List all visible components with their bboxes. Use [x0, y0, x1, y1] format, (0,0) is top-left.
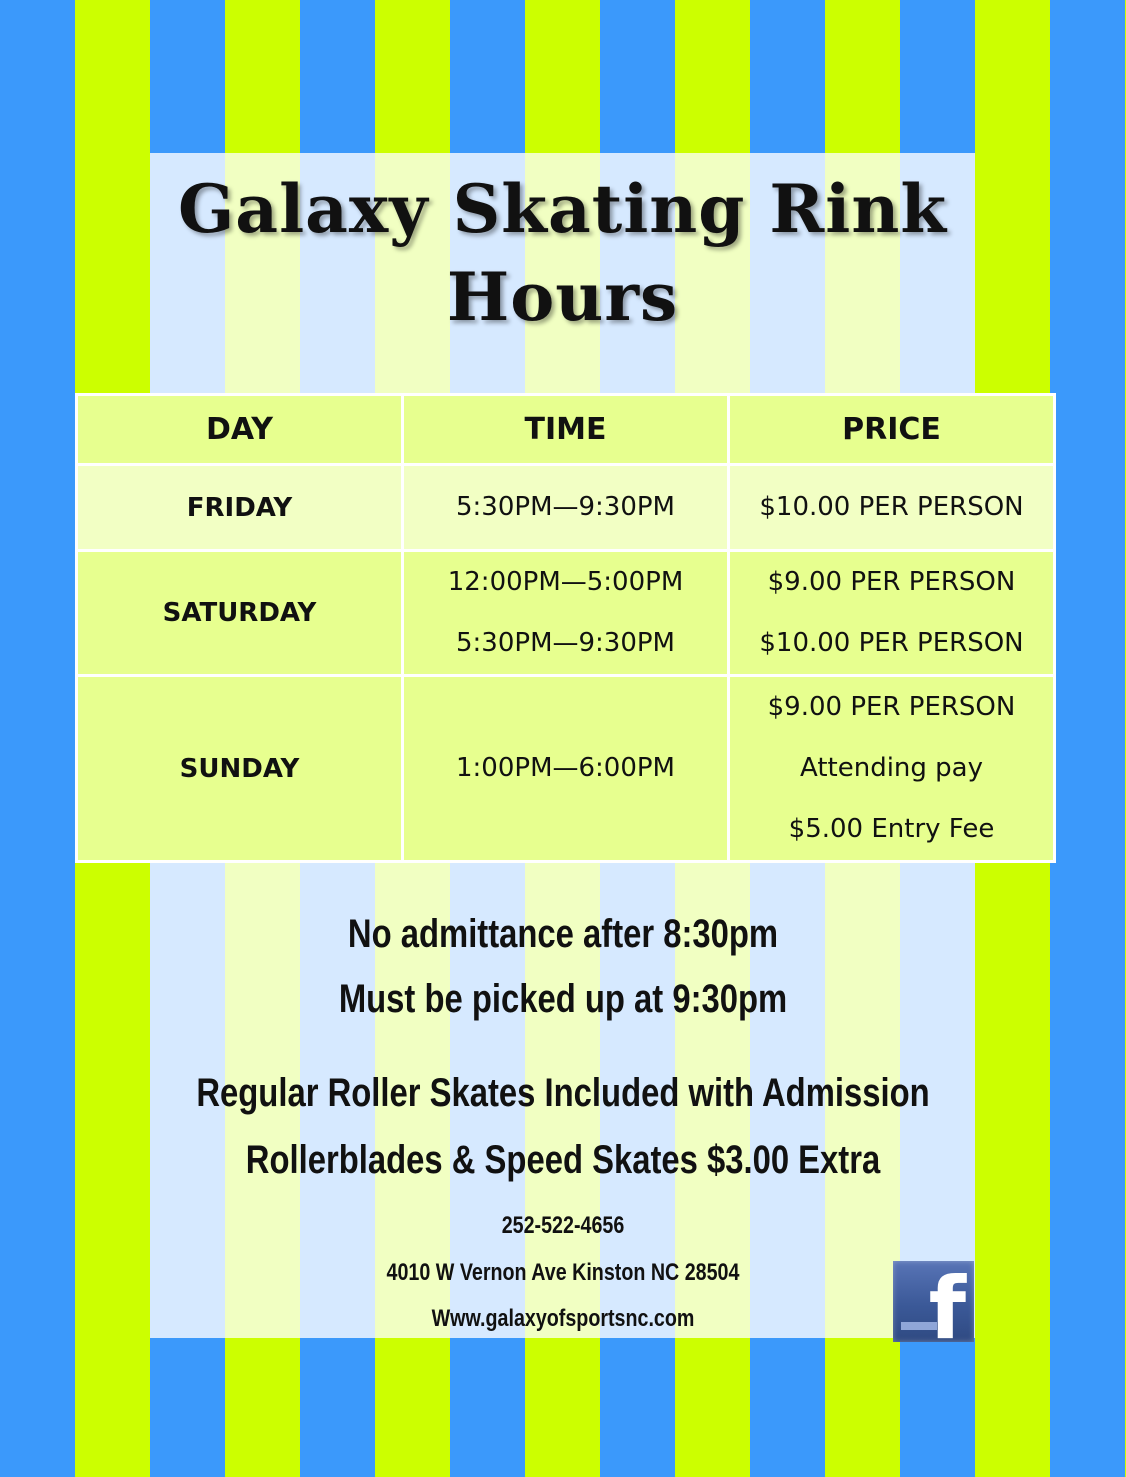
rule-admittance: No admittance after 8:30pm	[347, 912, 779, 956]
price-value: $5.00 Entry Fee	[788, 814, 995, 844]
rule-pickup: Must be picked up at 9:30pm	[338, 977, 788, 1021]
time-value: 12:00PM—5:00PM	[447, 567, 684, 597]
skate-extra: Rollerblades & Speed Skates $3.00 Extra	[245, 1138, 881, 1182]
day-cell: SATURDAY	[77, 551, 403, 676]
time-cell	[403, 465, 729, 551]
day-cell: FRIDAY	[77, 465, 403, 551]
price-cell	[729, 676, 1055, 862]
time-cell	[403, 676, 729, 862]
header-time: TIME	[403, 395, 729, 465]
time-value: 5:30PM—9:30PM	[456, 628, 675, 658]
facebook-glyph: f	[928, 1261, 966, 1342]
price-note: Attending pay	[800, 753, 983, 783]
table-row	[77, 465, 1055, 551]
price-cell	[729, 551, 1055, 676]
time-value: 1:00PM—6:00PM	[456, 753, 675, 783]
price-value: $10.00 PER PERSON	[759, 628, 1024, 658]
skate-info	[101, 1060, 1024, 1194]
price-value: $9.00 PER PERSON	[767, 692, 1016, 722]
time-cell	[403, 551, 729, 676]
phone-number[interactable]: 252-522-4656	[501, 1212, 625, 1239]
website-link[interactable]: Www.galaxyofsportsnc.com	[431, 1305, 695, 1332]
admission-rules	[101, 902, 1024, 1032]
time-value: 5:30PM—9:30PM	[456, 492, 675, 522]
header-price: PRICE	[729, 395, 1055, 465]
price-value: $9.00 PER PERSON	[767, 567, 1016, 597]
page-title	[150, 165, 975, 341]
table-row	[77, 676, 1055, 862]
contact-info	[101, 1203, 1024, 1343]
skate-included: Regular Roller Skates Included with Admission	[196, 1071, 930, 1115]
day-cell: SUNDAY	[77, 676, 403, 862]
header-day: DAY	[77, 395, 403, 465]
title-line-2: Hours	[446, 258, 679, 336]
price-value: $10.00 PER PERSON	[759, 492, 1024, 522]
table-row	[77, 551, 1055, 676]
hours-table	[75, 393, 1056, 863]
address: 4010 W Vernon Ave Kinston NC 28504	[386, 1258, 740, 1286]
price-cell	[729, 465, 1055, 551]
title-line-1: Galaxy Skating Rink	[177, 170, 948, 248]
table-header-row	[77, 395, 1055, 465]
facebook-icon[interactable]	[893, 1261, 974, 1342]
